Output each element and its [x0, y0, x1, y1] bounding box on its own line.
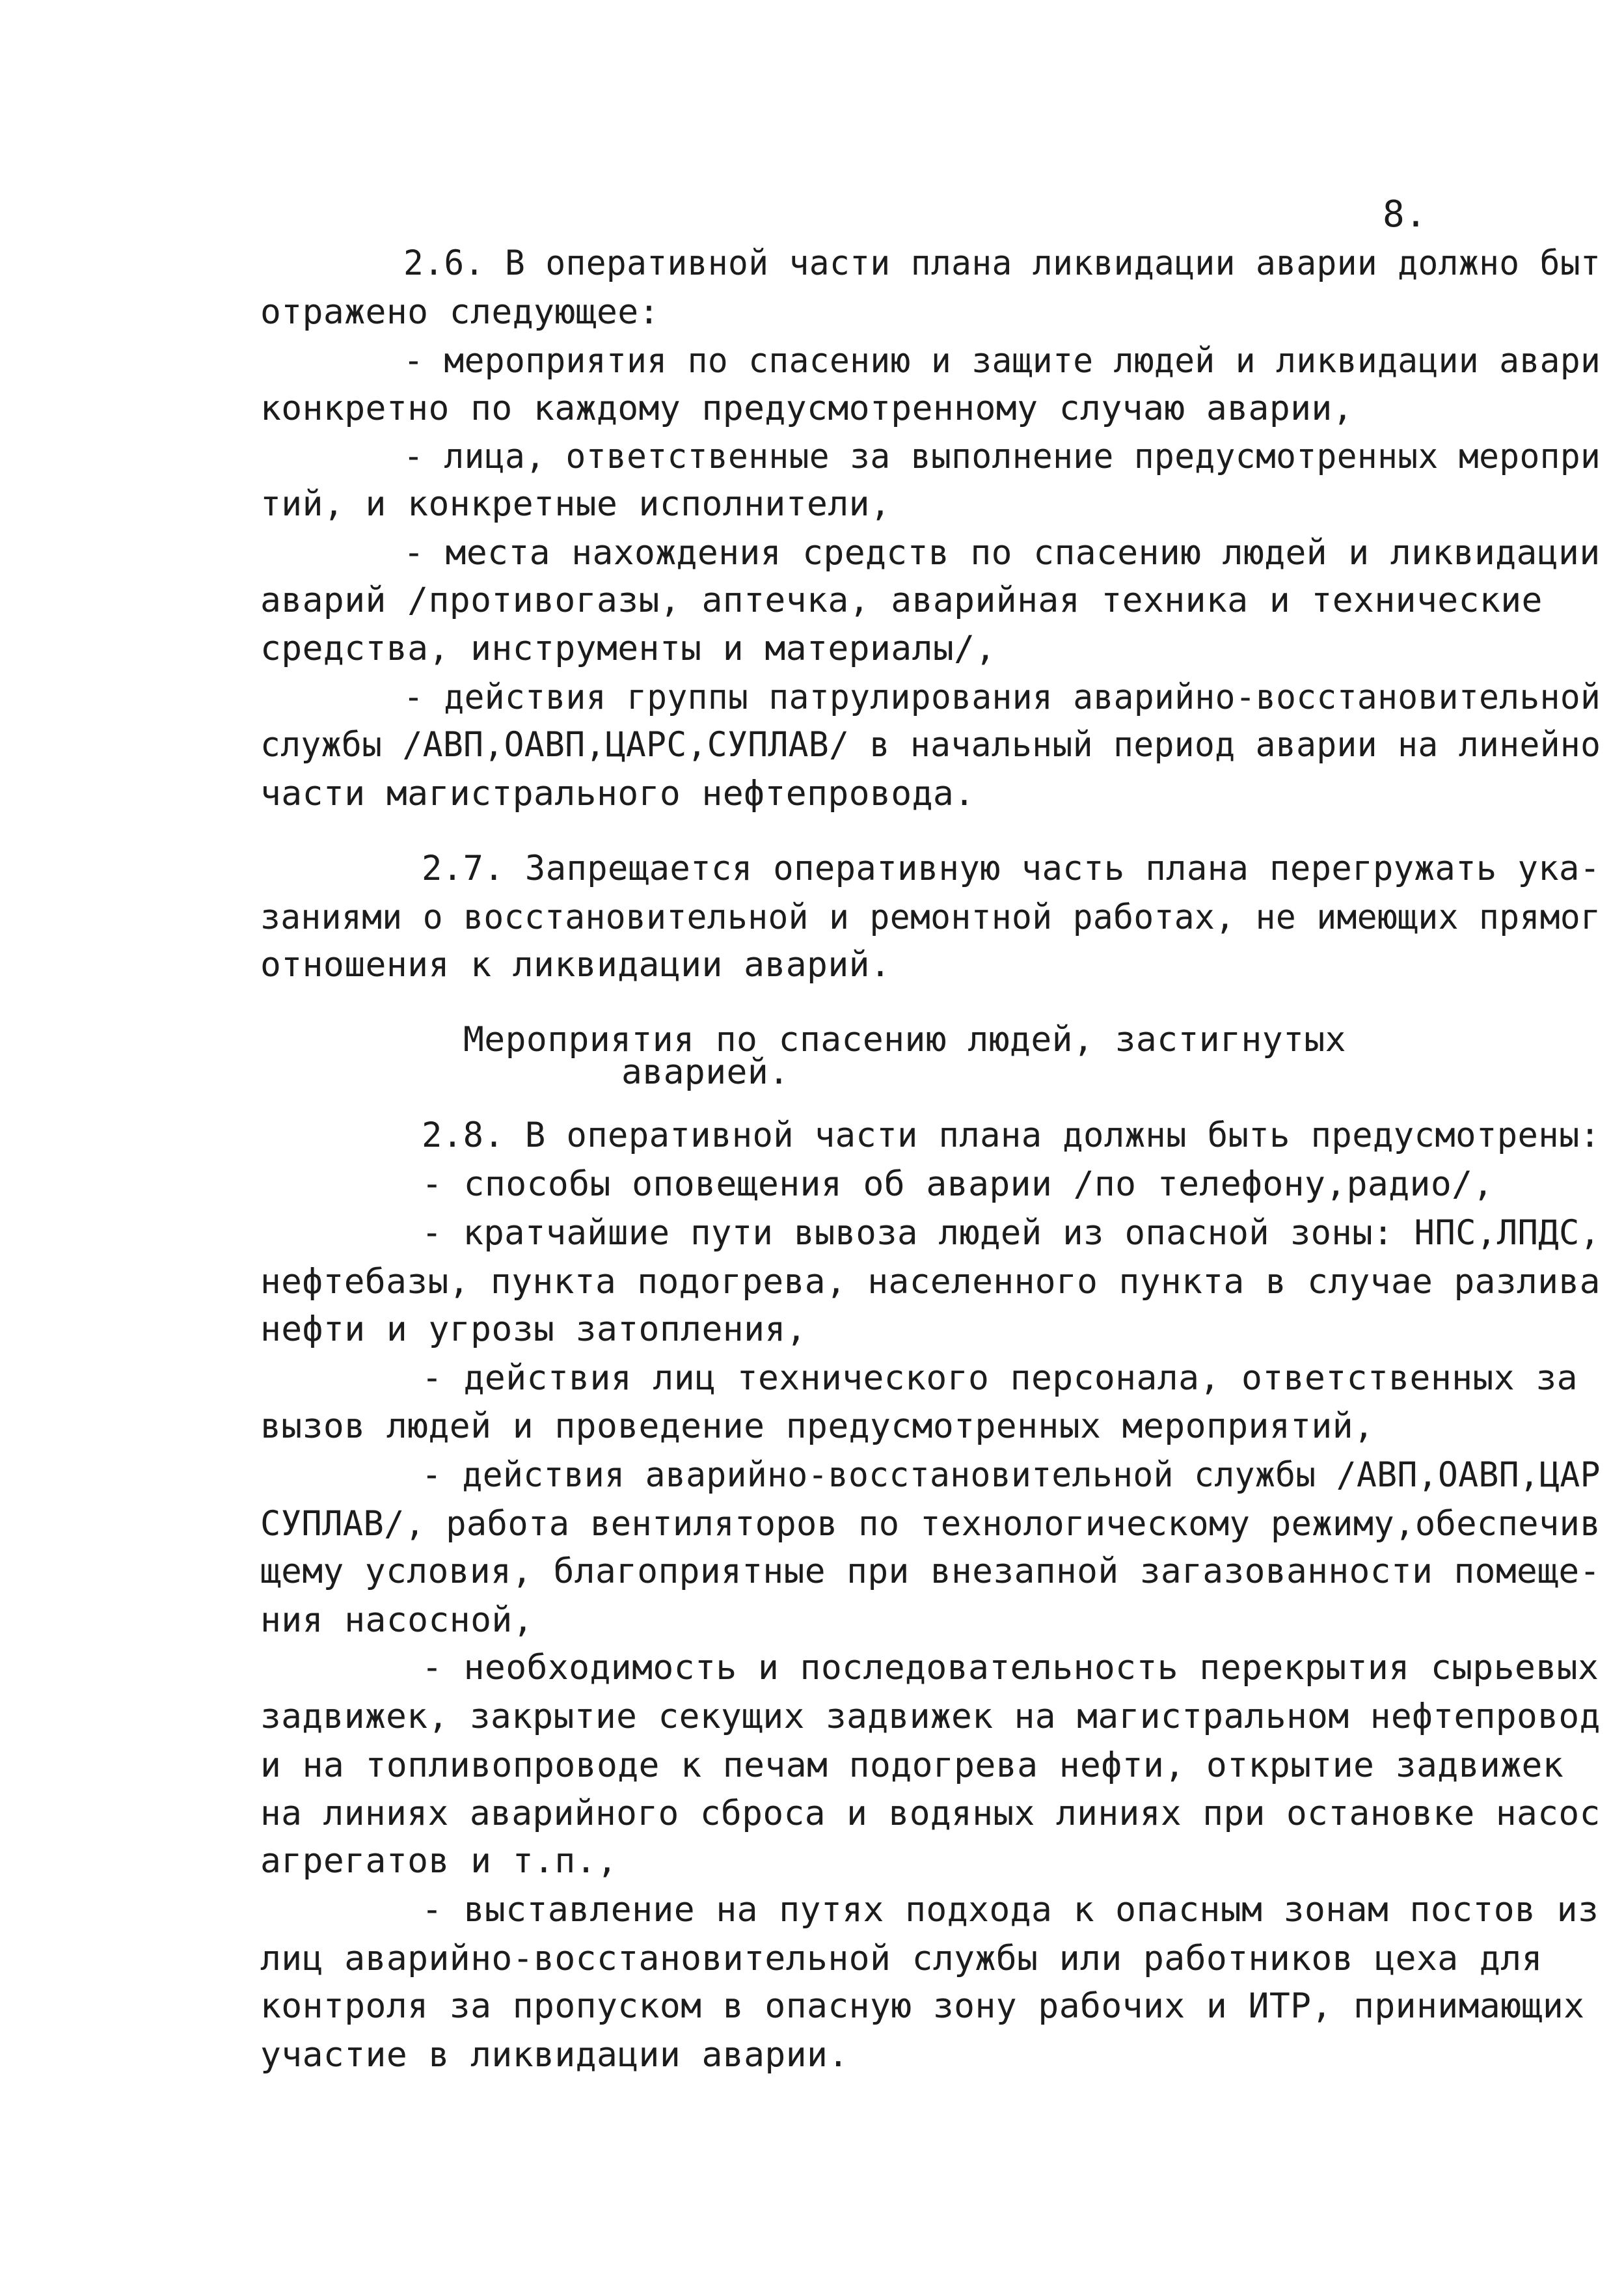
text-line: ния насосной, [260, 1600, 534, 1640]
text-line: вызов людей и проведение предусмотренных мероприятий, [260, 1406, 1375, 1446]
text-line: 2.7. Запрещается оперативную часть плана перегружать ука- [422, 849, 1601, 888]
text-line: - способы оповещения об аварии /по телефону,радио/, [422, 1164, 1494, 1204]
text-line: щему условия, благоприятные при внезапной загазованности помеще- [260, 1552, 1601, 1591]
heading-line: Мероприятия по спасению людей, застигнутых [463, 1020, 1346, 1059]
text-line: - кратчайшие пути вывоза людей из опасной зоны: НПС,ЛПДС, [422, 1213, 1601, 1253]
text-line: - необходимость и последовательность перекрытия сырьевых [422, 1648, 1599, 1688]
text-line: заниями о восстановительной и ремонтной работах, не имеющих прямог [260, 897, 1601, 937]
text-line: части магистрального нефтепровода. [260, 774, 975, 813]
text-line: - действия аварийно-восстановительной службы /АВП,ОАВП,ЦАР [422, 1455, 1601, 1495]
text-line: службы /АВП,ОАВП,ЦАРС,СУПЛАВ/ в начальный период аварии на линейно [260, 725, 1601, 765]
text-line: СУПЛАВ/, работа вентиляторов по технологическому режиму,обеспечив [260, 1504, 1601, 1544]
text-line: отношения к ликвидации аварий. [260, 945, 891, 985]
page-number: 8. [1383, 193, 1428, 236]
text-line: задвижек, закрытие секущих задвижек на магистральном нефтепровод [260, 1697, 1601, 1736]
text-line: тий, и конкретные исполнители, [260, 484, 891, 524]
text-line: участие в ликвидации аварии. [260, 2035, 849, 2075]
text-line: 2.6. В оперативной части плана ликвидации аварии должно быт [403, 243, 1601, 283]
text-line: 2.8. В оперативной части плана должны быть предусмотрены: [422, 1115, 1601, 1155]
text-line: и на топливопроводе к печам подогрева нефти, открытие задвижек [260, 1745, 1564, 1785]
text-line: нефти и угрозы затопления, [260, 1309, 807, 1349]
text-line: - действия лиц технического персонала, ответственных за [422, 1358, 1578, 1398]
text-line: - мероприятия по спасению и защите людей и ликвидации авари [403, 341, 1601, 381]
text-line: нефтебазы, пункта подогрева, населенного пункта в случае разлива [260, 1262, 1601, 1302]
text-line: - лица, ответственные за выполнение предусмотренных меропри [403, 437, 1601, 476]
text-line: - действия группы патрулирования аварийно-восстановительной [403, 677, 1601, 717]
text-line: средства, инструменты и материалы/, [260, 629, 996, 668]
text-line: контроля за пропуском в опасную зону рабочих и ИТР, принимающих [260, 1986, 1585, 2026]
text-line: конкретно по каждому предусмотренному случаю аварии, [260, 389, 1354, 428]
text-line: отражено следующее: [260, 292, 660, 332]
heading-line: аварией. [621, 1052, 790, 1092]
text-line: - места нахождения средств по спасению людей и ликвидации [403, 533, 1601, 573]
text-line: агрегатов и т.п., [260, 1841, 618, 1881]
text-line: на линиях аварийного сброса и водяных линиях при остановке насос [260, 1794, 1601, 1833]
text-line: аварий /противогазы, аптечка, аварийная техника и технические [260, 581, 1543, 620]
text-line: - выставление на путях подхода к опасным зонам постов из [422, 1890, 1599, 1930]
text-line: лиц аварийно-восстановительной службы или работников цеха для [260, 1939, 1543, 1978]
